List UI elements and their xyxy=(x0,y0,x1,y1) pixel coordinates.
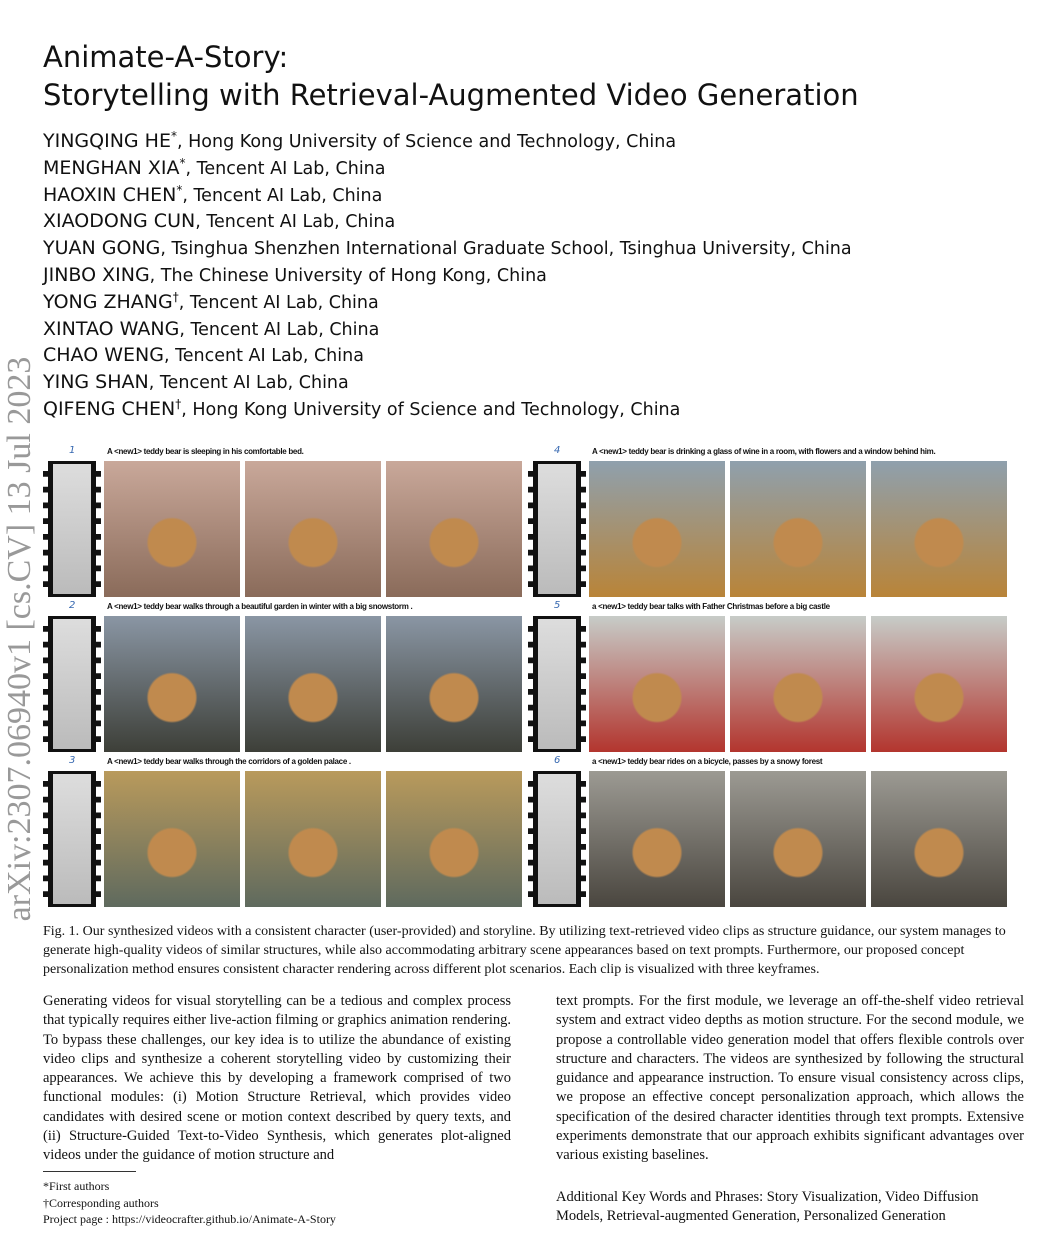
retrieved-video-filmstrip xyxy=(43,616,101,752)
retrieved-video-filmstrip xyxy=(528,616,586,752)
arxiv-watermark: arXiv:2307.06940v1 [cs.CV] 13 Jul 2023 xyxy=(1,356,38,922)
title-line-2: Storytelling with Retrieval-Augmented Video Generation xyxy=(43,78,859,112)
abstract-left-column: Generating videos for visual storytelling can be a tedious and complex process that typically requires either live-action filming or graphics animation rendering. To bypass these challenges, our key idea is to utilize the abundance of existing video clips and synthesize a coherent storytelling video by customizing their appearances. We achieve this by developing a framework comprised of two functional modules: (i) Motion Structure Retrieval, which provides video candidates with desired scene or motion context described by query texts, and (ii) Structure-Guided Text-to-Video Synthesis, which generates plot-aligned videos under the guidance of motion structure and xyxy=(43,993,511,1164)
keyframe-image xyxy=(104,461,240,597)
retrieved-video-filmstrip xyxy=(528,461,586,597)
panel-prompt: a <new1> teddy bear talks with Father Christmas before a big castle xyxy=(592,602,830,611)
keyframe-image xyxy=(245,616,381,752)
figure-panel xyxy=(528,755,1008,907)
footnote-project-page[interactable]: Project page : https://videocrafter.github.io/Animate-A-Story xyxy=(43,1212,336,1226)
author-affiliation: , Hong Kong University of Science and Technology, China xyxy=(181,399,681,420)
author-mark: † xyxy=(172,289,179,304)
author xyxy=(43,155,852,182)
panel-number: 6 xyxy=(554,755,561,766)
footnote-first-authors: *First authors xyxy=(43,1179,110,1193)
author xyxy=(43,342,852,369)
figure-caption: Fig. 1. Our synthesized videos with a consistent character (user-provided) and storyline. By utilizing text-retrieved video clips as structure guidance, our system manages to generate high-quality videos of similar structures, while also accommodating arbitrary scene appearances based on text prompts. Furthermore, our proposed concept personalization method ensures consistent character rendering across different plot scenarios. Each clip is visualized with three keyframes. xyxy=(43,924,1006,977)
keyframe-image xyxy=(730,461,866,597)
keyframe-image xyxy=(386,616,522,752)
author-affiliation: , Tencent AI Lab, China xyxy=(182,185,383,206)
keyframe-image xyxy=(871,616,1007,752)
title-line-1: Animate-A-Story: xyxy=(43,40,289,74)
footnote-corresponding: †Corresponding authors xyxy=(43,1195,159,1210)
keyframe-image xyxy=(730,616,866,752)
author-mark: * xyxy=(170,129,177,144)
author-affiliation: , Tencent AI Lab, China xyxy=(148,373,349,394)
keyframe-image xyxy=(589,461,725,597)
keyframe-image xyxy=(245,461,381,597)
panel-prompt: A <new1> teddy bear walks through a beautiful garden in winter with a big snowstorm . xyxy=(107,602,413,611)
author-mark: * xyxy=(179,155,186,170)
author-affiliation: , Tencent AI Lab, China xyxy=(178,292,379,313)
author-name: YINGQING HE xyxy=(43,130,171,152)
author-affiliation: , Tencent AI Lab, China xyxy=(179,319,380,340)
figure-panel xyxy=(528,445,1008,597)
retrieved-video-filmstrip xyxy=(528,771,586,907)
panel-prompt: A <new1> teddy bear is sleeping in his comfortable bed. xyxy=(107,447,304,456)
author-affiliation: , Tencent AI Lab, China xyxy=(163,346,364,367)
author-affiliation: , Hong Kong University of Science and Technology, China xyxy=(176,132,677,152)
panel-prompt: a <new1> teddy bear rides on a bicycle, passes by a snowy forest xyxy=(592,757,823,766)
footnote-rule xyxy=(43,1171,136,1172)
author xyxy=(43,262,852,289)
panel-number: 2 xyxy=(69,600,76,611)
author-affiliation: , Tsinghua Shenzhen International Graduate School, Tsinghua University, China xyxy=(160,239,852,260)
panel-prompt: A <new1> teddy bear is drinking a glass of wine in a room, with flowers and a window behind him. xyxy=(592,447,936,456)
panel-number: 3 xyxy=(69,755,76,766)
author-mark: * xyxy=(176,182,183,197)
author-affiliation: , Tencent AI Lab, China xyxy=(195,212,396,233)
keyframe-image xyxy=(104,616,240,752)
keyframe-image xyxy=(730,771,866,907)
author-name: HAOXIN CHEN xyxy=(43,183,177,206)
retrieved-video-filmstrip xyxy=(43,461,101,597)
abstract-right-column: text prompts. For the first module, we leverage an off-the-shelf video retrieval system and extract video depths as motion structure. For the second module, we propose a controllable video generation model that offers flexible controls over structure and characters. The videos are synthesized by following the structural guidance and appearance instruction. To ensure visual consistency across clips, we propose an effective concept personalization approach, which allows the specification of the desired character identities through text prompts. Extensive experiments demonstrate that our approach exhibits significant advantages over various existing baselines. xyxy=(556,993,1024,1164)
panel-number: 5 xyxy=(554,600,561,611)
figure-panel xyxy=(43,755,523,907)
author-list xyxy=(43,128,852,423)
keywords: Additional Key Words and Phrases: Story Visualization, Video Diffusion Models, Retrieval-augmented Generation, Personalized Generation xyxy=(556,1189,979,1225)
author-name: XIAODONG CUN xyxy=(43,210,196,233)
keyframe-image xyxy=(589,771,725,907)
keyframe-image xyxy=(245,771,381,907)
keyframe-image xyxy=(589,616,725,752)
retrieved-video-filmstrip xyxy=(43,771,101,907)
author xyxy=(43,369,852,396)
panel-number: 1 xyxy=(69,445,76,456)
author xyxy=(43,396,852,423)
keyframe-image xyxy=(871,461,1007,597)
author-name: YUAN GONG xyxy=(43,237,161,260)
author-name: XINTAO WANG xyxy=(43,317,180,340)
keyframe-image xyxy=(386,461,522,597)
panel-number: 4 xyxy=(554,445,561,456)
panel-prompt: A <new1> teddy bear walks through the corridors of a golden palace . xyxy=(107,757,351,766)
author-name: QIFENG CHEN xyxy=(43,397,176,420)
author-mark: † xyxy=(175,397,182,412)
author-affiliation: , Tencent AI Lab, China xyxy=(185,158,386,179)
author-name: JINBO XING xyxy=(43,263,150,286)
author xyxy=(43,182,852,209)
author xyxy=(43,208,852,235)
figure-panel xyxy=(43,445,523,597)
author-name: MENGHAN XIA xyxy=(43,156,180,179)
author xyxy=(43,316,852,343)
footnotes xyxy=(43,1178,336,1228)
author-name: CHAO WENG xyxy=(43,344,164,367)
keyframe-image xyxy=(871,771,1007,907)
figure-panel xyxy=(43,600,523,752)
author xyxy=(43,128,852,155)
figure-panel xyxy=(528,600,1008,752)
paper-title xyxy=(43,38,859,114)
author-affiliation: , The Chinese University of Hong Kong, China xyxy=(149,265,547,286)
keyframe-image xyxy=(386,771,522,907)
author xyxy=(43,289,852,316)
keyframe-image xyxy=(104,771,240,907)
author xyxy=(43,235,852,262)
author-name: YING SHAN xyxy=(43,371,149,394)
figure-1 xyxy=(43,445,1008,910)
author-name: YONG ZHANG xyxy=(43,290,173,313)
